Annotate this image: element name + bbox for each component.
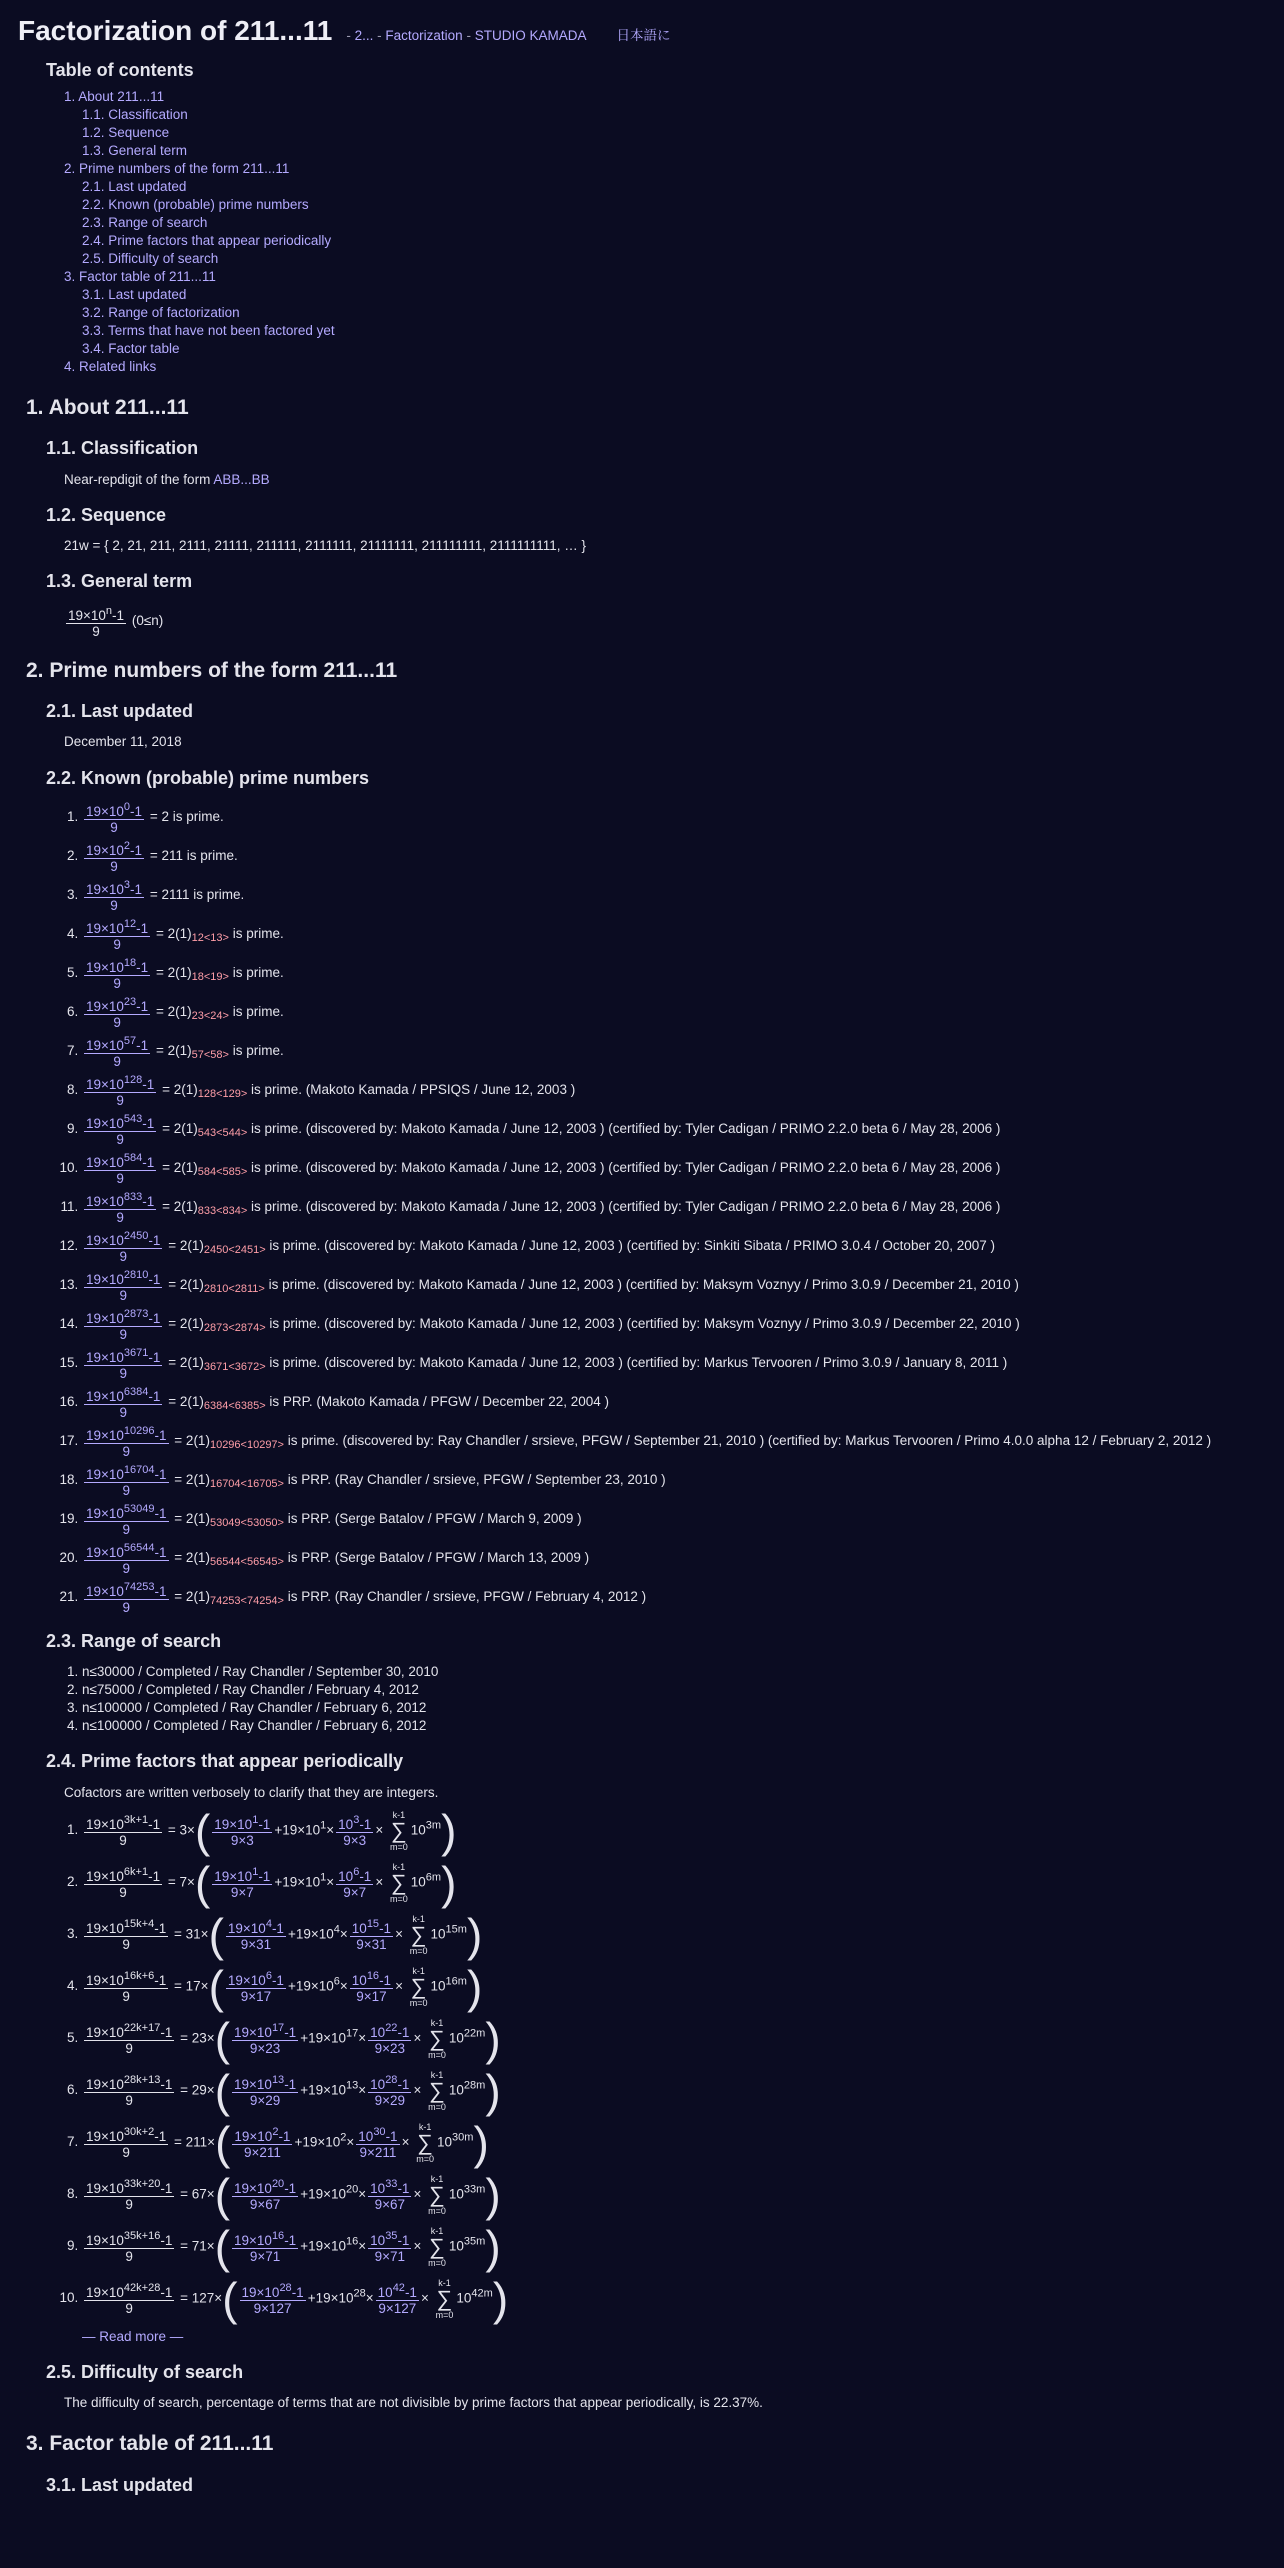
periodic-factor: 17 [185,1978,201,1994]
prime-status: is PRP. (Ray Chandler / srsieve, PFGW / September 23, 2010 ) [287,1471,666,1487]
toc-sublink[interactable]: 3.1. Last updated [82,287,187,303]
section-primes-title: 2. Prime numbers of the form 211...11 [26,658,398,682]
prime-term-link[interactable]: 12. $\frac{19\times 10^{2450}-1}{9}$ [86,1229,161,1264]
repetition-count: 23<24> [191,1009,229,1022]
prime-status: is prime. [186,847,238,863]
prime-status: is PRP. (Serge Batalov / PFGW / March 9, 2009 ) [287,1510,582,1526]
periodic-term-c: $\frac{10^{15}-1}{9\times 31}$ [351,1918,392,1953]
last-updated-title: 2.1. Last updated [46,701,194,722]
summation-sigma-icon: k-1 ∑ m=0 [416,2121,434,2164]
prime-term-link[interactable]: 5. $\frac{19\times 10^{18}-1}{9}$ [86,956,149,991]
japanese-language-link[interactable]: 日本語に [616,28,671,43]
summation-sigma-icon: k-1 ∑ m=0 [409,1913,428,1956]
toc-title: Table of contents [46,59,194,80]
periodic-factor: 3 [179,1822,188,1838]
periodic-factor-item: 5. $\frac{19\times 10^{22k+17}-1}{9}$ = 23×( $\frac{19\times 10^{17}-1}{9\times 23}$ $+19\times 10^{17}\times$ $\frac{10^{22}-1}{9\times 23}$ × k-1 ∑ m=0 $10^{22m}$) [82,2016,1266,2062]
summation-sigma-icon: k-1 ∑ m=0 [389,1861,408,1904]
prime-term-link[interactable]: 7. $\frac{19\times 10^{57}-1}{9}$ [86,1034,149,1069]
known-prime-item [82,1580,1266,1615]
known-prime-item [82,1385,1266,1420]
section-about-title: 1. About 211...11 [26,396,189,420]
sequence-text: 21w = { 2, 21, 211, 2111, 21111, 211111, 2111111, 21111111, 211111111, 2111111111, … } [64,538,587,554]
page-title: Factorization of 211...11 [18,15,333,46]
range-item: 4. n≤100000 / Completed / Ray Chandler / February 6, 2012 [82,1717,1266,1735]
periodic-factor: 211 [185,2134,208,2150]
repetition-count: 543<544> [197,1126,248,1139]
periodic-factor: 31 [185,1926,201,1942]
periodic-factor: 127 [191,2290,215,2306]
periodic-term-a: $\frac{19\times 10^{13}-1}{9\times 29}$ [234,2074,297,2109]
repetition-count: 2810<2811> [203,1282,265,1295]
toc-sublink[interactable]: 2.1. Last updated [82,179,187,195]
breadcrumb-link-factorization[interactable]: Factorization [385,28,463,43]
prime-value: = 2(1) [174,1510,210,1526]
summation-sigma-icon: k-1 ∑ m=0 [428,2225,446,2268]
prime-value: = 2111 [149,886,190,902]
toc-sublink[interactable]: 2.4. Prime factors that appear periodically [82,233,332,249]
general-term-title: 1.3. General term [46,571,193,592]
toc-subitem [82,340,1266,358]
prime-value: = 2(1) [155,1042,192,1058]
prime-status: is prime. (discovered by: Makoto Kamada / June 12, 2003 ) (certified by: Sinkiti Sibata / PRIMO 3.0.4 / October 20, 2007 ) [269,1237,995,1253]
prime-status: is prime. [232,1003,284,1019]
general-term-condition: (0≤n) [131,612,164,628]
summation-sigma-icon: k-1 ∑ m=0 [428,2017,446,2060]
toc-subitem [82,196,1266,214]
periodic-factor-item: 7. $\frac{19\times 10^{30k+2}-1}{9}$ = 211×( $\frac{19\times 10^2-1}{9\times 211}$ $+19\times 10^2\times$ $\frac{10^{30}-1}{9\times 211}$ × k-1 ∑ m=0 $10^{30m}$) [82,2120,1266,2166]
prime-term-link[interactable]: 8. $\frac{19\times 10^{128}-1}{9}$ [86,1073,155,1108]
toc-subitem [82,214,1266,232]
prime-value: = 211 [149,847,183,863]
toc-sublist [64,178,1266,268]
toc-link[interactable]: 2. Prime numbers of the form 211...11 [64,161,290,177]
sequence-title: 1.2. Sequence [46,504,167,525]
prime-status: is prime. (discovered by: Makoto Kamada / June 12, 2003 ) (certified by: Tyler Cadigan / PRIMO 2.2.0 beta 6 / May 28, 2006 ) [251,1159,1001,1175]
prime-term-link[interactable]: 6. $\frac{19\times 10^{23}-1}{9}$ [86,995,149,1030]
prime-status: is prime. (Makoto Kamada / PPSIQS / June 12, 2003 ) [251,1081,576,1097]
periodic-term-c: $\frac{10^{16}-1}{9\times 17}$ [351,1970,392,2005]
toc-subitem [82,304,1266,322]
toc-sublist [64,106,1266,160]
prime-status: is prime. (discovered by: Makoto Kamada / June 12, 2003 ) (certified by: Maksym Voznyy / Primo 3.0.9 / December 22, 2010 ) [269,1315,1020,1331]
breadcrumb-link-parent[interactable]: 2... [354,28,374,43]
repetition-count: 2873<2874> [203,1321,266,1334]
prime-value: = 2(1) [162,1159,198,1175]
periodic-factor-item: 4. $\frac{19\times 10^{16k+6}-1}{9}$ = 17×( $\frac{19\times 10^6-1}{9\times 17}$ $+19\times 10^6\times$ $\frac{10^{16}-1}{9\times 17}$ × k-1 ∑ m=0 $10^{16m}$) [82,1964,1266,2010]
toc-subitem [82,142,1266,160]
periodic-lhs: 9. $\frac{19\times 10^{35k+16}-1}{9}$ [86,2230,173,2265]
toc-sublist [64,286,1266,358]
toc-link[interactable]: 1. About 211...11 [64,89,165,105]
prime-value: = 2(1) [168,1393,204,1409]
prime-value: = 2(1) [168,1276,204,1292]
known-prime-item [82,1268,1266,1303]
periodic-term-a: $\frac{19\times 10^2-1}{9\times 211}$ [234,2126,291,2161]
periodic-lhs: 6. $\frac{19\times 10^{28k+13}-1}{9}$ [86,2074,173,2109]
toc-link[interactable]: 3. Factor table of 211...11 [64,269,216,285]
breadcrumb-link-studio-kamada[interactable]: STUDIO KAMADA [474,28,587,43]
periodic-factor-item: 2. $\frac{19\times 10^{6k+1}-1}{9}$ = 7×( $\frac{19\times 10^1-1}{9\times 7}$ $+19\times 10^1\times$ $\frac{10^6-1}{9\times 7}$ × k-1 ∑ m=0 $10^{6m}$) [82,1860,1266,1906]
periodic-lhs: 4. $\frac{19\times 10^{16k+6}-1}{9}$ [86,1970,167,2005]
repetition-count: 53049<53050> [209,1516,284,1529]
repetition-count: 128<129> [197,1087,248,1100]
toc-item [64,160,1266,268]
prime-term-link[interactable]: 18. $\frac{19\times 10^{16704}-1}{9}$ [86,1463,167,1498]
prime-status: is PRP. (Makoto Kamada / PFGW / December 22, 2004 ) [269,1393,610,1409]
periodic-factor-item: 8. $\frac{19\times 10^{33k+20}-1}{9}$ = 67×( $\frac{19\times 10^{20}-1}{9\times 67}$ $+19\times 10^{20}\times$ $\frac{10^{33}-1}{9\times 67}$ × k-1 ∑ m=0 $10^{33m}$) [82,2172,1266,2218]
classification-text: Near-repdigit of the form ABB...BB [64,471,270,487]
known-prime-item [82,917,1266,952]
range-of-search-title: 2.3. Range of search [46,1630,222,1651]
prime-status: is prime. (discovered by: Makoto Kamada / June 12, 2003 ) (certified by: Maksym Voznyy / Primo 3.0.9 / December 21, 2010 ) [268,1276,1019,1292]
toc-item [64,268,1266,358]
prime-value: = 2(1) [174,1549,210,1565]
range-item: 3. n≤100000 / Completed / Ray Chandler / February 6, 2012 [82,1699,1266,1717]
toc-sublink[interactable]: 1.2. Sequence [82,125,170,141]
summation-sigma-icon: k-1 ∑ m=0 [435,2277,454,2320]
repetition-count: 833<834> [197,1204,248,1217]
periodic-factor-item: 3. $\frac{19\times 10^{15k+4}-1}{9}$ = 31×( $\frac{19\times 10^4-1}{9\times 31}$ $+19\times 10^4\times$ $\frac{10^{15}-1}{9\times 31}$ × k-1 ∑ m=0 $10^{15m}$) [82,1912,1266,1958]
periodic-term-a: $\frac{19\times 10^{17}-1}{9\times 23}$ [234,2022,297,2057]
periodic-lhs: 8. $\frac{19\times 10^{33k+20}-1}{9}$ [86,2178,173,2213]
repetition-count: 12<13> [191,931,229,944]
toc-link[interactable]: 4. Related links [64,359,157,375]
summation-sigma-icon: k-1 ∑ m=0 [409,1965,428,2008]
prime-status: is prime. (discovered by: Makoto Kamada / June 12, 2003 ) (certified by: Tyler Cadigan / PRIMO 2.2.0 beta 6 / May 28, 2006 ) [251,1198,1001,1214]
toc-subitem [82,286,1266,304]
repetition-count: 74253<74254> [209,1594,284,1607]
periodic-lhs: 7. $\frac{19\times 10^{30k+2}-1}{9}$ [86,2126,167,2161]
prime-value: = 2(1) [162,1120,198,1136]
repetition-count: 16704<16705> [209,1477,284,1490]
general-term-fraction: $\frac{19\times 10^n-1}{9}$ [68,604,125,639]
periodic-lhs: 10. $\frac{19\times 10^{42k+28}-1}{9}$ [86,2282,173,2317]
prime-value: = 2(1) [168,1315,204,1331]
read-more-link[interactable]: — Read more — [82,2328,184,2344]
range-item: 1. n≤30000 / Completed / Ray Chandler / September 30, 2010 [82,1663,1266,1681]
known-primes-list [18,800,1266,1615]
known-prime-item [82,1541,1266,1576]
prime-term-link[interactable]: 1. $\frac{19\times 10^0-1}{9}$ [86,800,143,835]
prime-value: = 2(1) [168,1237,204,1253]
prime-term-link[interactable]: 19. $\frac{19\times 10^{53049}-1}{9}$ [86,1502,167,1537]
periodic-lhs: 5. $\frac{19\times 10^{22k+17}-1}{9}$ [86,2022,173,2057]
prime-value: = 2(1) [174,1588,210,1604]
page-header [18,12,1266,50]
periodic-factors-list [18,1804,1266,2325]
periodic-intro: Cofactors are written verbosely to clarify that they are integers. [64,1784,439,1800]
toc-sublink[interactable]: 2.3. Range of search [82,215,208,231]
periodic-factor-item: 10. $\frac{19\times 10^{42k+28}-1}{9}$ = 127×( $\frac{19\times 10^{28}-1}{9\times 127}$ $+19\times 10^{28}\times$ $\frac{10^{42}-1}{9\times 127}$ × k-1 ∑ m=0 $10^{42m}$) [82,2276,1266,2322]
classification-title: 1.1. Classification [46,438,199,459]
toc-list [46,88,1266,376]
section-factor-table-title: 3. Factor table of 211...11 [26,2432,274,2456]
toc-sublink[interactable]: 1.3. General term [82,143,188,159]
repetition-count: 3671<3672> [203,1360,266,1373]
known-prime-item [82,956,1266,991]
periodic-term-c: $\frac{10^{22}-1}{9\times 23}$ [370,2022,410,2057]
prime-term-link[interactable]: 16. $\frac{19\times 10^{6384}-1}{9}$ [86,1385,161,1420]
prime-value: = 2(1) [162,1081,198,1097]
periodic-factor: 71 [191,2238,207,2254]
prime-value: = 2(1) [155,1003,192,1019]
known-prime-item [82,1424,1266,1459]
repetition-count: 2450<2451> [203,1243,266,1256]
prime-term-link[interactable]: 2. $\frac{19\times 10^2-1}{9}$ [86,839,143,874]
repetition-count: 18<19> [191,970,229,983]
known-prime-item [82,1034,1266,1069]
prime-term-link[interactable]: 10. $\frac{19\times 10^{584}-1}{9}$ [86,1151,155,1186]
repetition-count: 584<585> [197,1165,248,1178]
prime-status: is prime. [232,1042,284,1058]
periodic-factor: 23 [191,2030,207,2046]
periodic-factor-item: 9. $\frac{19\times 10^{35k+16}-1}{9}$ = 71×( $\frac{19\times 10^{16}-1}{9\times 71}$ $+19\times 10^{16}\times$ $\frac{10^{35}-1}{9\times 71}$ × k-1 ∑ m=0 $10^{35m}$) [82,2224,1266,2270]
periodic-factor-item: 6. $\frac{19\times 10^{28k+13}-1}{9}$ = 29×( $\frac{19\times 10^{13}-1}{9\times 29}$ $+19\times 10^{13}\times$ $\frac{10^{28}-1}{9\times 29}$ × k-1 ∑ m=0 $10^{28m}$) [82,2068,1266,2114]
known-prime-item [82,1112,1266,1147]
known-prime-item [82,1502,1266,1537]
periodic-term-c: $\frac{10^6-1}{9\times 7}$ [338,1866,372,1901]
prime-status: is prime. (discovered by: Ray Chandler / srsieve, PFGW / September 21, 2010 ) (certified by: Markus Tervooren / Primo 4.0.0 alpha 12 / February 2, 2012 ) [287,1432,1212,1448]
periodic-lhs: 2. $\frac{19\times 10^{6k+1}-1}{9}$ [86,1866,161,1901]
repetition-count: 10296<10297> [209,1438,284,1451]
periodic-term-c: $\frac{10^3-1}{9\times 3}$ [338,1814,372,1849]
prime-term-link[interactable]: 20. $\frac{19\times 10^{56544}-1}{9}$ [86,1541,167,1576]
last-updated-date: December 11, 2018 [64,734,182,750]
periodic-term-c: $\frac{10^{28}-1}{9\times 29}$ [370,2074,410,2109]
periodic-term-c: $\frac{10^{35}-1}{9\times 71}$ [370,2230,410,2265]
classification-link[interactable]: ABB...BB [213,471,270,487]
toc-subitem [82,322,1266,340]
repetition-count: 6384<6385> [203,1399,266,1412]
toc-subitem [82,250,1266,268]
toc-item [64,358,1266,376]
prime-status: is PRP. (Ray Chandler / srsieve, PFGW / February 4, 2012 ) [287,1588,647,1604]
periodic-term-a: $\frac{19\times 10^1-1}{9\times 3}$ [214,1814,271,1849]
summation-sigma-icon: k-1 ∑ m=0 [428,2173,446,2216]
periodic-term-a: $\frac{19\times 10^{28}-1}{9\times 127}$ [241,2282,304,2317]
prime-term-link[interactable]: 4. $\frac{19\times 10^{12}-1}{9}$ [86,917,149,952]
prime-term-link[interactable]: 21. $\frac{19\times 10^{74253}-1}{9}$ [86,1580,167,1615]
prime-status: is prime. (discovered by: Makoto Kamada / June 12, 2003 ) (certified by: Markus Tervooren / Primo 3.0.9 / January 8, 2011 ) [269,1354,1008,1370]
prime-term-link[interactable]: 17. $\frac{19\times 10^{10296}-1}{9}$ [86,1424,167,1459]
prime-status: is prime. [193,886,245,902]
general-term-formula [64,604,1266,639]
prime-term-link[interactable]: 11. $\frac{19\times 10^{833}-1}{9}$ [86,1190,155,1225]
prime-status: is prime. (discovered by: Makoto Kamada / June 12, 2003 ) (certified by: Tyler Cadigan / PRIMO 2.2.0 beta 6 / May 28, 2006 ) [251,1120,1001,1136]
toc-sublink[interactable]: 3.2. Range of factorization [82,305,240,321]
prime-value: = 2(1) [174,1432,210,1448]
prime-value: = 2(1) [155,925,192,941]
difficulty-text: The difficulty of search, percentage of terms that are not divisible by prime factors that appear periodically, is 22.37%. [64,2395,763,2411]
toc-item [64,88,1266,160]
periodic-term-c: $\frac{10^{42}-1}{9\times 127}$ [377,2282,417,2317]
prime-status: is prime. [232,925,284,941]
prime-term-link[interactable]: 13. $\frac{19\times 10^{2810}-1}{9}$ [86,1268,161,1303]
summation-sigma-icon: k-1 ∑ m=0 [389,1809,408,1852]
prime-status: is prime. [172,808,224,824]
toc-sublink[interactable]: 3.3. Terms that have not been factored yet [82,323,335,339]
prime-value: = 2(1) [162,1198,198,1214]
toc-subitem [82,124,1266,142]
periodic-term-c: $\frac{10^{30}-1}{9\times 211}$ [358,2126,398,2161]
prime-value: = 2(1) [155,964,192,980]
breadcrumb: - 2... - Factorization - STUDIO KAMADA [346,28,587,43]
prime-status: is PRP. (Serge Batalov / PFGW / March 13, 2009 ) [287,1549,590,1565]
repetition-count: 56544<56545> [209,1555,284,1568]
toc-sublink[interactable]: 2.2. Known (probable) prime numbers [82,197,309,213]
prime-term-link[interactable]: 14. $\frac{19\times 10^{2873}-1}{9}$ [86,1307,161,1342]
toc-subitem [82,232,1266,250]
prime-term-link[interactable]: 3. $\frac{19\times 10^3-1}{9}$ [86,878,143,913]
periodic-lhs: 1. $\frac{19\times 10^{3k+1}-1}{9}$ [86,1814,161,1849]
periodic-factor: 29 [191,2082,207,2098]
prime-term-link[interactable]: 15. $\frac{19\times 10^{3671}-1}{9}$ [86,1346,161,1381]
range-item: 2. n≤75000 / Completed / Ray Chandler / February 4, 2012 [82,1681,1266,1699]
periodic-term-a: $\frac{19\times 10^4-1}{9\times 31}$ [227,1918,284,1953]
periodic-factor: 67 [191,2186,207,2202]
periodic-term-a: $\frac{19\times 10^1-1}{9\times 7}$ [214,1866,271,1901]
toc-sublink[interactable]: 1.1. Classification [82,107,188,123]
repetition-count: 57<58> [191,1048,229,1061]
prime-value: = 2 [149,808,169,824]
toc-subitem [82,106,1266,124]
range-of-search-list [18,1663,1266,1735]
known-prime-item [82,839,1266,874]
prime-value: = 2(1) [168,1354,204,1370]
toc-sublink[interactable]: 3.4. Factor table [82,341,180,357]
difficulty-title: 2.5. Difficulty of search [46,2361,244,2382]
toc-sublink[interactable]: 2.5. Difficulty of search [82,251,219,267]
known-prime-item [82,1463,1266,1498]
known-prime-item [82,995,1266,1030]
known-prime-item [82,1346,1266,1381]
known-prime-item [82,878,1266,913]
periodic-term-c: $\frac{10^{33}-1}{9\times 67}$ [370,2178,410,2213]
periodic-lhs: 3. $\frac{19\times 10^{15k+4}-1}{9}$ [86,1918,167,1953]
known-prime-item [82,1151,1266,1186]
periodic-factor-item: 1. $\frac{19\times 10^{3k+1}-1}{9}$ = 3×( $\frac{19\times 10^1-1}{9\times 3}$ $+19\times 10^1\times$ $\frac{10^3-1}{9\times 3}$ × k-1 ∑ m=0 $10^{3m}$) [82,1808,1266,1854]
known-prime-item [82,1307,1266,1342]
periodic-factors-title: 2.4. Prime factors that appear periodically [46,1751,404,1772]
toc-subitem [82,178,1266,196]
known-primes-title: 2.2. Known (probable) prime numbers [46,767,370,788]
summation-sigma-icon: k-1 ∑ m=0 [428,2069,446,2112]
known-prime-item [82,1229,1266,1264]
periodic-factor: 7 [179,1874,188,1890]
known-prime-item [82,1073,1266,1108]
known-prime-item [82,1190,1266,1225]
periodic-term-a: $\frac{19\times 10^{16}-1}{9\times 71}$ [234,2230,297,2265]
periodic-term-a: $\frac{19\times 10^6-1}{9\times 17}$ [227,1970,284,2005]
prime-status: is prime. [232,964,284,980]
known-prime-item [82,800,1266,835]
prime-term-link[interactable]: 9. $\frac{19\times 10^{543}-1}{9}$ [86,1112,155,1147]
prime-value: = 2(1) [174,1471,210,1487]
periodic-term-a: $\frac{19\times 10^{20}-1}{9\times 67}$ [234,2178,297,2213]
factor-table-last-updated-title: 3.1. Last updated [46,2474,194,2495]
table-of-contents [46,58,1266,376]
